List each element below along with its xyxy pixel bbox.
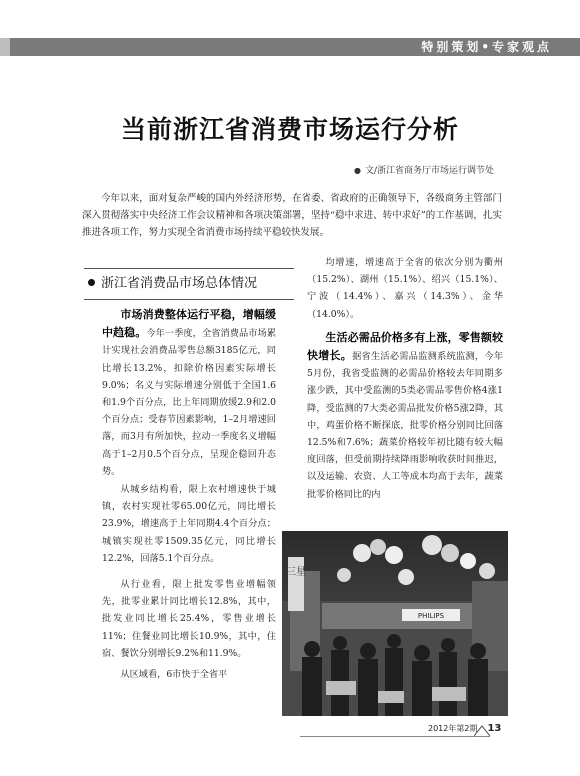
article-byline xyxy=(354,163,494,176)
section-title: 浙江省消费品市场总体情况 xyxy=(101,276,258,291)
supermarket-photo-art xyxy=(282,531,508,716)
paragraph-industry: 从行业看，限上批发零售业增幅领先，批零业累计同比增长12.8%，其中，批发业同比增长25.4%，零售业增长11%；住餐业同比增长10.9%，其中，住宿、餐饮分别增长9.2%和11.9%。 xyxy=(102,579,276,659)
byline-bullet-icon: ● xyxy=(353,166,361,175)
banner-text: PHILIPS xyxy=(417,612,445,620)
article-intro: 今年以来，面对复杂严峻的国内外经济形势，在省委、省政府的正确领导下，各级商务主管部门深入贯彻落实中央经济工作会议精神和各项决策部署，坚持“稳中求进、转中求好”的工作基调，扎实推进各项工作，努力实现全省消费市场持续平稳较快发展。 xyxy=(82,193,502,238)
left-column-paragraph-3 xyxy=(102,576,276,687)
right-column xyxy=(307,254,503,509)
left-column-paragraph-2 xyxy=(102,481,276,571)
page-number: 13 xyxy=(487,723,502,734)
header-label: 特别策划•专家观点 xyxy=(421,40,552,54)
paragraph-lead: 生活必需品价格多有上涨，零售额较快增长。 xyxy=(307,330,503,363)
header-bar xyxy=(0,38,580,56)
paragraph-region: 从区域看，6市快于全省平 xyxy=(120,669,228,681)
paragraph-lead: 市场消费整体运行平稳，增幅缓中趋稳。 xyxy=(102,308,276,340)
footer-rule xyxy=(300,736,490,737)
byline-text: 文/浙江省商务厅市场运行调节处 xyxy=(364,166,494,176)
section-heading xyxy=(84,268,294,300)
article-title: 当前浙江省消费市场运行分析 xyxy=(120,115,459,144)
section-bullet-icon xyxy=(88,279,95,286)
footer-chevron-icon xyxy=(474,724,492,738)
supermarket-photo xyxy=(282,531,508,716)
paragraph-body: 今年一季度，全省消费品市场累计实现社会消费品零售总额3185亿元，同比增长13.2%，扣除价格因素实际增长9.0%；名义与实际增速分别低于全国1.6和1.9个百分点，比上年同期放缓2.9和2.0个百分点；受春节因素影响，1–2月增速回落，而3月有所加快，拉动一季度名义增幅高于1–2月0.5个百分点，呈现企稳回升态势。 xyxy=(102,328,277,477)
paragraph-city-growth: 均增速，增速高于全省的依次分别为衢州（15.2%）、湖州（15.1%）、绍兴（15.1%）、宁波（14.4%）、嘉兴（14.3%）、金华（14.0%）。 xyxy=(307,257,503,320)
store-sign-text: 三星 xyxy=(286,567,306,578)
paragraph-urban-rural: 从城乡结构看，限上农村增速快于城镇，农村实现社零65.00亿元，同比增长23.9%，增速高于上年同期4.4个百分点；城镇实现社零1509.35亿元，同比增长12.2%，回落5.1个百分点。 xyxy=(102,484,276,564)
issue-label: 2012年第2期 xyxy=(428,724,478,733)
header-accent xyxy=(0,38,10,56)
left-column-paragraph-1 xyxy=(102,306,276,484)
paragraph-body: 据省生活必需品监测系统监测，今年5月份，我省受监测的必需品价格较去年同期多涨少跌，其中受监测的5类必需品零售价格4涨1降，受监测的7大类必需品批发价格5涨2降，其中，鸡蛋价格不断探底，批零价格分别同比回落12.5%和7.6%；蔬菜价格较年初比随有较大幅度回落，但受前期持续降雨影响收获时间推迟，以及运输、农资、人工等成本均高于去年，蔬菜批零价格同比的内 xyxy=(307,351,504,500)
